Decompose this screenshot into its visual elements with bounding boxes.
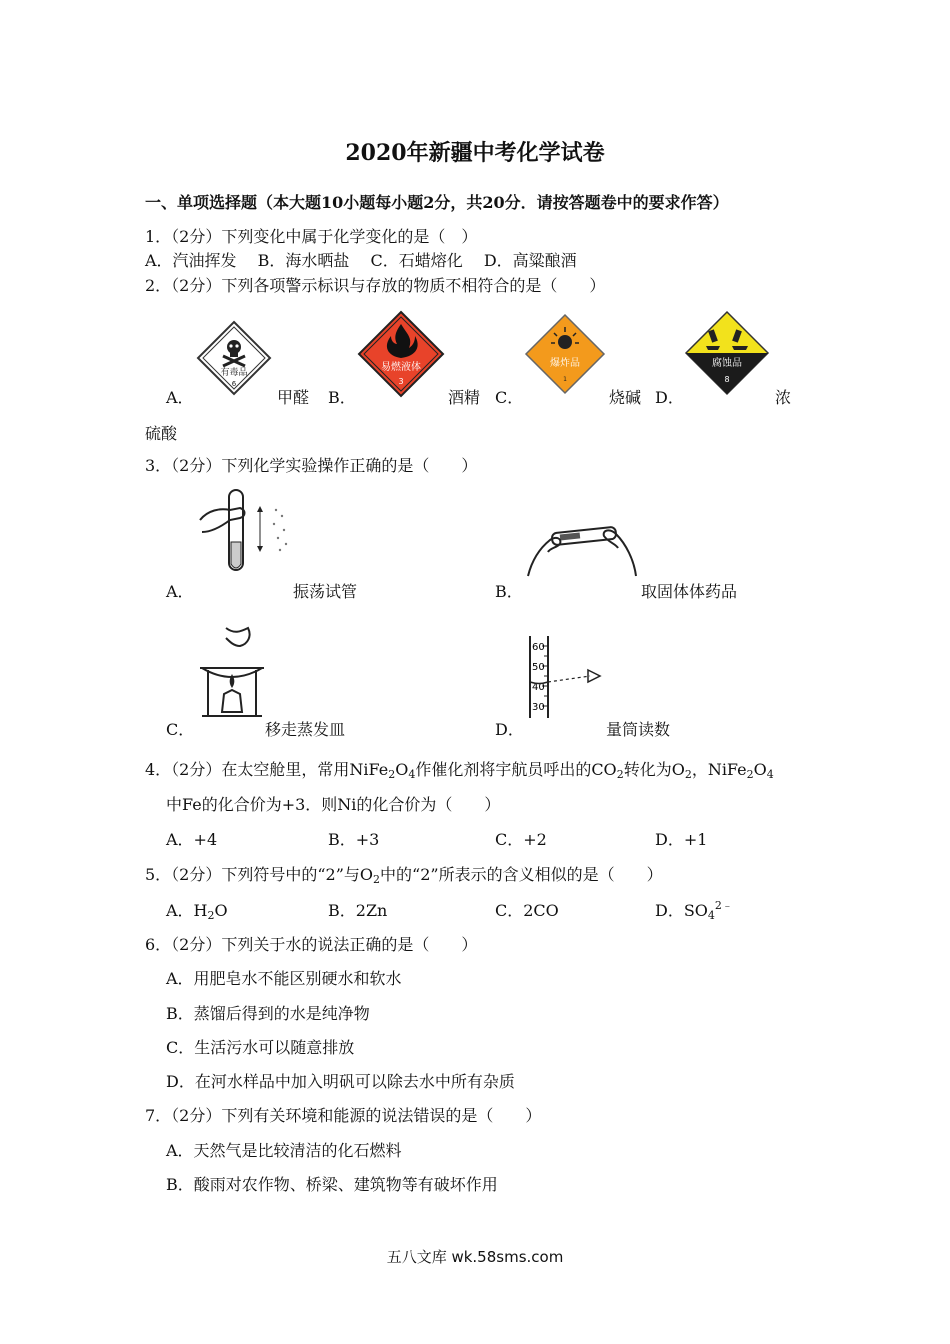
flammable-liquid-sign [357, 310, 445, 398]
q4-option-b: B．+3 [328, 830, 380, 849]
page-title: 2020年新疆中考化学试卷 [345, 140, 605, 166]
question-1-stem: 1．（2分）下列变化中属于化学变化的是（ ） [145, 227, 478, 246]
q2-option-b-label: B． [328, 388, 356, 407]
q2-option-c-text: 烧碱 [609, 388, 642, 407]
q7-option-a: A．天然气是比较清洁的化石燃料 [166, 1141, 402, 1160]
q4-option-c: C．+2 [495, 830, 547, 849]
q5-option-c: C．2CO [495, 901, 559, 920]
page-footer: 五八文库 wk.58sms.com [386, 1248, 564, 1266]
cylinder-tick-60: 60 [532, 642, 545, 653]
question-3-stem: 3．（2分）下列化学实验操作正确的是（ ） [145, 456, 478, 475]
take-solid-reagent-illustration [524, 514, 640, 580]
corrosive-sign-label: 腐蚀品 [712, 358, 742, 369]
question-1-options: A．汽油挥发 B．海水晒盐 C．石蜡熔化 D．高粱酿酒 [145, 251, 577, 270]
q2-option-a-label: A． [166, 388, 194, 407]
q3-option-d-text: 量筒读数 [606, 720, 671, 739]
q2-option-a-text: 甲醛 [277, 388, 310, 407]
q2-option-d-label: D． [655, 388, 684, 407]
q6-option-c: C．生活污水可以随意排放 [166, 1038, 355, 1057]
explosive-sign-number: 1 [563, 376, 567, 383]
q6-option-b: B．蒸馏后得到的水是纯净物 [166, 1004, 370, 1023]
q5-option-b: B．2Zn [328, 901, 388, 920]
corrosive-sign-number: 8 [724, 375, 730, 384]
section-heading: 一、单项选择题（本大题10小题每小题2分，共20分．请按答题卷中的要求作答） [145, 193, 729, 212]
q3-option-c-label: C． [166, 720, 195, 739]
question-5-stem: 5．（2分）下列符号中的“2”与$O_2$中的“2”所表示的含义相似的是（ ） [145, 865, 663, 886]
q3-option-c-text: 移走蒸发皿 [265, 720, 346, 739]
q2-option-d-text: 浓 [775, 388, 792, 407]
flammable-sign-label: 易燃液体 [381, 362, 421, 373]
q5-option-a: A．$H_2O$ [166, 901, 228, 922]
question-7-stem: 7．（2分）下列有关环境和能源的说法错误的是（ ） [145, 1106, 542, 1125]
corrosive-sign [684, 310, 770, 396]
shake-test-tube-illustration [196, 486, 296, 578]
q4-option-a: A．+4 [166, 830, 218, 849]
toxic-warning-sign [196, 320, 272, 396]
toxic-sign-label: 有毒品 [220, 368, 248, 378]
question-4-stem: 4．（2分）在太空舱里，常用$NiFe_2O_4$作催化剂将宇航员呼出的$CO_2$转化为$O_2$，$NiFe_2O_4$ [145, 760, 774, 781]
q2-option-b-text: 酒精 [448, 388, 481, 407]
flammable-sign-number: 3 [398, 377, 404, 386]
q4-option-d: D．+1 [655, 830, 708, 849]
q3-option-a-text: 振荡试管 [293, 582, 358, 601]
q6-option-d: D．在河水样品中加入明矾可以除去水中所有杂质 [166, 1072, 515, 1091]
cylinder-tick-40: 40 [532, 682, 545, 693]
q3-option-d-label: D． [495, 720, 524, 739]
q3-option-a-label: A． [166, 582, 194, 601]
explosive-sign [524, 313, 606, 395]
measuring-cylinder-illustration [524, 634, 606, 720]
question-4-stem-line-2: 中Fe的化合价为+3．则Ni的化合价为（ ） [166, 795, 501, 814]
cylinder-tick-30: 30 [532, 702, 545, 713]
q6-option-a: A．用肥皂水不能区别硬水和软水 [166, 969, 402, 988]
q5-option-d: D．$SO_4^{2﹣}$ [655, 899, 733, 922]
q2-option-c-label: C． [495, 388, 524, 407]
q2-option-d-text-cont: 硫酸 [145, 424, 178, 443]
question-6-stem: 6．（2分）下列关于水的说法正确的是（ ） [145, 935, 478, 954]
q3-option-b-text: 取固体体药品 [641, 582, 738, 601]
cylinder-tick-50: 50 [532, 662, 545, 673]
evaporating-dish-illustration [196, 624, 268, 720]
q7-option-b: B．酸雨对农作物、桥梁、建筑物等有破坏作用 [166, 1175, 498, 1194]
toxic-sign-number: 6 [231, 380, 237, 388]
q3-option-b-label: B． [495, 582, 523, 601]
explosive-sign-label: 爆炸品 [550, 358, 580, 369]
question-2-stem: 2．（2分）下列各项警示标识与存放的物质不相符合的是（ ） [145, 276, 606, 295]
